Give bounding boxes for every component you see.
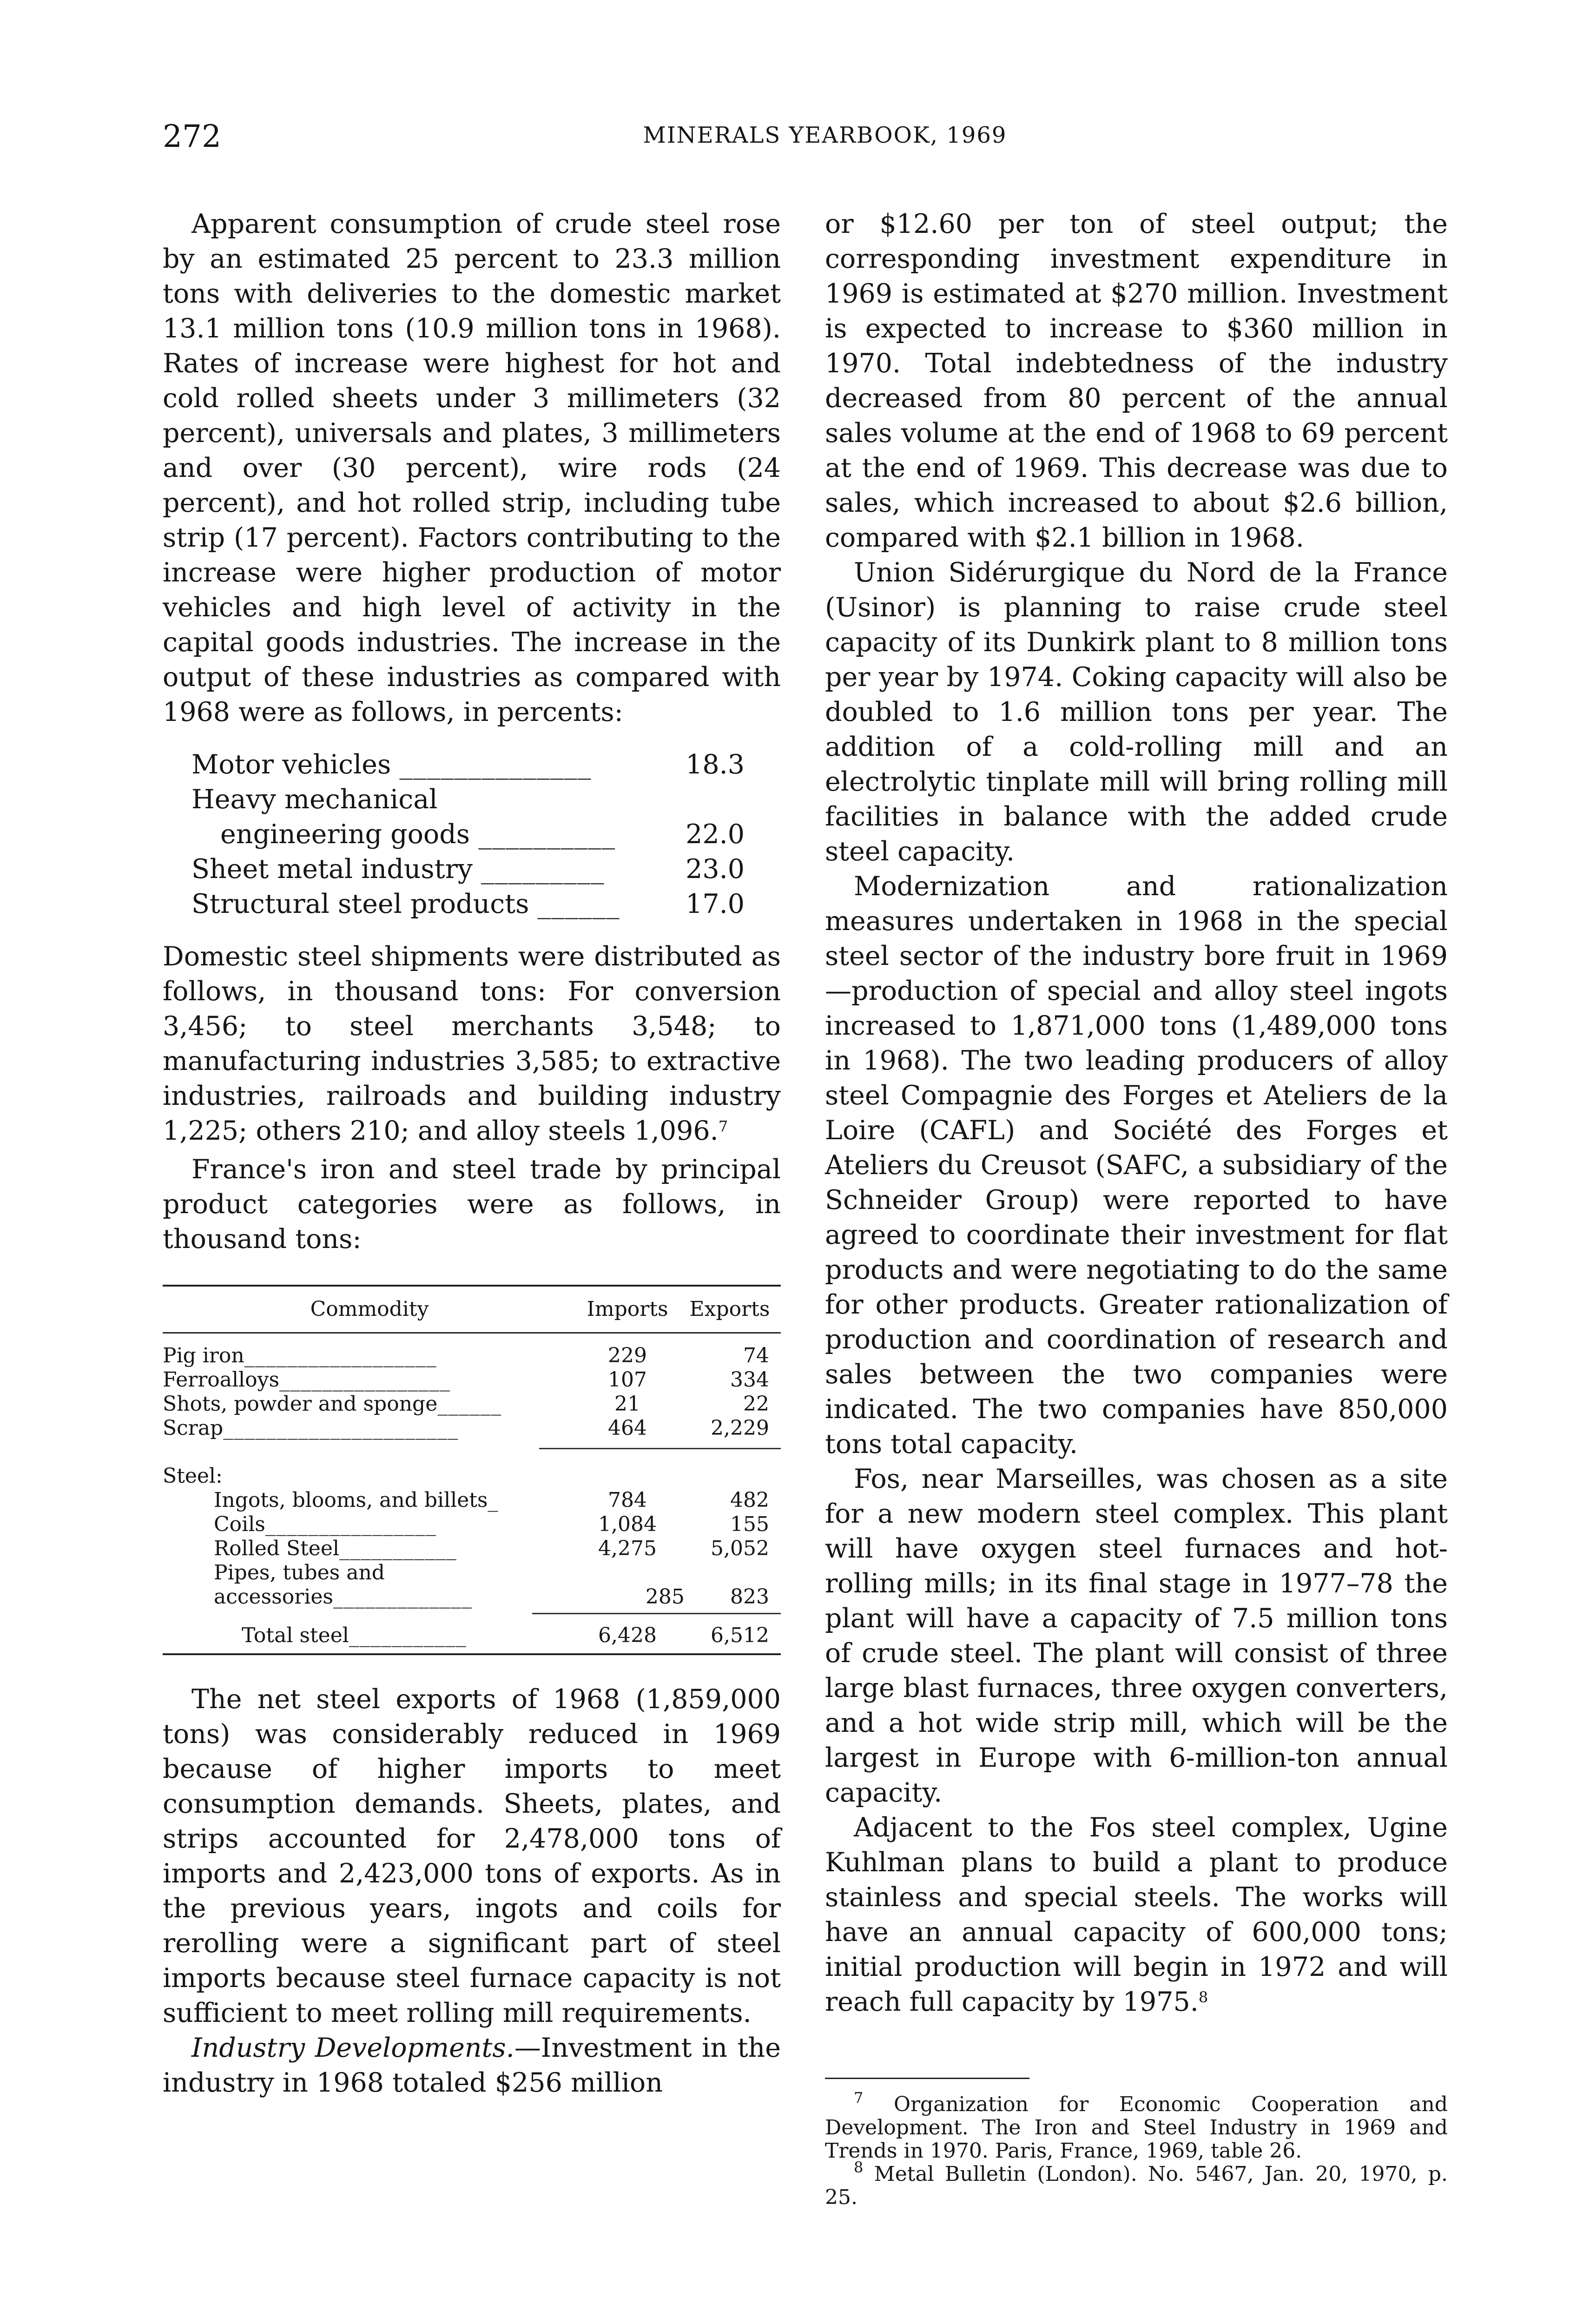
steel-heading: Steel:: [163, 1464, 223, 1488]
list-item-label: Structural steel products: [191, 889, 529, 919]
paragraph-usinor: Union Sidérurgique du Nord de la France (Usinor) is planning to raise crude steel capacity of its Dunkirk plant to 8 million tons per year by 1974. Coking capacity will also be doubled to 1.6 million tons per year. The addition of a cold-rolling mill and an electrolytic tinplate mill will bring rolling mill facilities in balance with the added crude steel capacity.: [825, 557, 1448, 867]
exports-cell: 482: [730, 1488, 769, 1512]
footnote: $^8$ Metal Bulletin (London). No. 5467, Jan. 20, 1970, p. 25.: [825, 2159, 1448, 2209]
table-row: [163, 1537, 781, 1561]
dot-leader: ___________: [339, 1537, 457, 1560]
row-label: Pipes, tubes and accessories: [214, 1561, 385, 1609]
exports-cell: 22: [743, 1392, 769, 1416]
dot-leader: ________________: [279, 1368, 451, 1392]
imports-cell: 21: [614, 1392, 640, 1416]
exports-cell: 2,229: [711, 1416, 769, 1440]
running-title: MINERALS YEARBOOK, 1969: [643, 122, 1007, 148]
list-item: [191, 817, 745, 852]
footnote: $^7$ Organization for Economic Cooperation and Development. The Iron and Steel Industry in 1969 and Trends in 1970. Paris, France, 1969, table 26.: [825, 2089, 1448, 2163]
table-row: [163, 1561, 781, 1609]
left-column: [163, 207, 781, 2100]
row-label: Ferroalloys: [163, 1368, 280, 1392]
footnote-rule: [825, 2078, 1029, 2079]
table-row: [163, 1392, 781, 1416]
row-label: Scrap: [163, 1416, 224, 1440]
table-section-heading: [163, 1464, 781, 1488]
trade-table: [163, 1285, 781, 1655]
paragraph-net-exports: The net steel exports of 1968 (1,859,000 tons) was considerably reduced in 1969 because of higher imports to meet consumption demands. Sheets, plates, and strips accounted for 2,478,000 tons of imports and 2,423,000 tons of exports. As in the previous years, ingots and coils for rerolling were a significant part of steel imports because steel furnace capacity is not sufficient to meet rolling mill requirements.: [163, 1684, 781, 2028]
list-item: [191, 782, 745, 817]
dot-leader: __________: [478, 819, 616, 850]
table-row: [163, 1344, 781, 1368]
paragraph-industry-developments: Industry Developments.—Investment in the industry in 1968 totaled $256 million: [163, 2033, 781, 2098]
row-label: Coils: [214, 1512, 265, 1536]
list-item: [191, 887, 745, 922]
dot-leader: _________: [481, 854, 605, 885]
paragraph-investment: or $12.60 per ton of steel output; the corresponding investment expenditure in 1969 is estimated at $270 million. Investment is expected to increase to $360 million in 1970. Total indebtedness of the industry decreased from 80 percent of the annual sales volume at the end of 1968 to 69 percent at the end of 1969. This decrease was due to sales, which increased to about $2.6 billion, compared with $2.1 billion in 1968.: [825, 209, 1448, 553]
dot-leader: ________________: [265, 1512, 436, 1536]
paragraph-ugine-kuhlman: Adjacent to the Fos steel complex, Ugine Kuhlman plans to build a plant to produce stainless and special steels. The works will have an annual capacity of 600,000 tons; initial production will begin in 1972 and will reach full capacity by 1975.$^8$: [825, 1812, 1448, 2017]
paragraph-apparent-consumption: Apparent consumption of crude steel rose by an estimated 25 percent to 23.3 million tons with deliveries to the domestic market 13.1 million tons (10.9 million tons in 1968). Rates of increase were highest for hot and cold rolled sheets under 3 millimeters (32 percent), universals and plates, 3 millimeters and over (30 percent), wire rods (24 percent), and hot rolled strip, including tube strip (17 percent). Factors contributing to the increase were higher production of motor vehicles and high level of activity in the capital goods industries. The increase in the output of these industries as compared with 1968 were as follows, in percents:: [163, 209, 781, 727]
imports-cell: 107: [608, 1368, 647, 1392]
paragraph-modernization: Modernization and rationalization measures undertaken in 1968 in the special steel sector of the industry bore fruit in 1969—production of special and alloy steel ingots increased to 1,871,000 tons (1,489,000 tons in 1968). The two leading producers of alloy steel Compagnie des Forges et Ateliers de la Loire (CAFL) and Société des Forges et Ateliers du Creusot (SAFC, a subsidiary of the Schneider Group) were reported to have agreed to coordinate their investment for flat products and were negotiating to do the same for other products. Greater rationalization of production and coordination of research and sales between the two companies were indicated. The two companies have 850,000 tons total capacity.: [825, 871, 1448, 1459]
right-column: [825, 207, 1448, 2020]
footnote-mark: 7: [854, 2089, 864, 2106]
footnote-ref: 7: [718, 1117, 728, 1135]
table-row: [163, 1512, 781, 1537]
imports-cell: 464: [608, 1416, 647, 1440]
row-label: Ingots, blooms, and billets: [214, 1488, 488, 1512]
dot-leader: ______: [537, 889, 620, 919]
footnotes: [825, 2078, 1448, 2209]
list-item: [191, 852, 745, 887]
list-item-label: Heavy mechanical: [191, 784, 438, 815]
row-label: Shots, powder and sponge: [163, 1392, 438, 1416]
table-row: [163, 1488, 781, 1512]
imports-cell: 4,275: [598, 1537, 657, 1560]
list-item-value: 17.0: [686, 889, 745, 919]
total-label: Total steel: [242, 1624, 349, 1647]
paragraph-fos: Fos, near Marseilles, was chosen as a site for a new modern steel complex. This plant will have oxygen steel furnaces and hot-rolling mills; in its final stage in 1977–78 the plant will have a capacity of 7.5 million tons of crude steel. The plant will consist of three large blast furnaces, three oxygen converters, and a hot wide strip mill, which will be the largest in Europe with 6-million-ton annual capacity.: [825, 1464, 1448, 1808]
list-item-value: 23.0: [686, 854, 745, 885]
list-item: [191, 747, 745, 782]
row-label: Pig iron: [163, 1344, 244, 1367]
page-number: 272: [163, 119, 221, 154]
paragraph-trade-intro: France's iron and steel trade by principal product categories were as follows, in thousand tons:: [163, 1154, 781, 1254]
column-header-imports: Imports: [587, 1297, 668, 1321]
imports-cell: 1,084: [598, 1512, 657, 1536]
imports-cell: 285: [645, 1585, 685, 1609]
exports-cell: 155: [730, 1512, 769, 1536]
list-item-label: engineering goods: [220, 819, 470, 850]
dot-leader: ______: [437, 1392, 502, 1416]
table-header: [163, 1287, 781, 1334]
imports-cell: 784: [608, 1488, 647, 1512]
table-total-row: [163, 1619, 781, 1648]
footnote-ref: 8: [1198, 1988, 1208, 2006]
list-item-value: 18.3: [686, 749, 745, 780]
exports-cell: 334: [730, 1368, 769, 1392]
section-heading: Industry Developments.: [191, 2033, 514, 2063]
list-item-label: Sheet metal industry: [191, 854, 473, 885]
dot-leader: __________________: [244, 1344, 437, 1367]
dot-leader: ______________: [399, 749, 592, 780]
exports-cell: 5,052: [711, 1537, 769, 1560]
dot-leader: _____________: [333, 1585, 472, 1609]
exports-cell: 823: [730, 1585, 769, 1609]
paragraph-domestic-shipments: Domestic steel shipments were distributed as follows, in thousand tons: For conversion 3,456; to steel merchants 3,548; to manufacturing industries 3,585; to extractive industries, railroads and building industry 1,225; others 210; and alloy steels 1,096.$^7$: [163, 941, 781, 1146]
list-item-value: 22.0: [686, 819, 745, 850]
dot-leader: ______________________: [223, 1416, 459, 1440]
table-row: [163, 1368, 781, 1392]
dot-leader: ___________: [349, 1624, 467, 1647]
column-header-exports: Exports: [689, 1297, 770, 1321]
list-item-label: Motor vehicles: [191, 749, 391, 780]
imports-cell: 229: [608, 1344, 647, 1367]
total-imports: 6,428: [598, 1624, 657, 1647]
table-row: [163, 1416, 781, 1440]
footnote-mark: 8: [854, 2159, 864, 2176]
row-label: Rolled Steel: [214, 1537, 339, 1560]
exports-cell: 74: [743, 1344, 769, 1367]
total-exports: 6,512: [711, 1624, 769, 1647]
column-header-commodity: Commodity: [310, 1297, 429, 1321]
industry-increase-list: [191, 747, 745, 922]
page-header: [163, 119, 1487, 160]
dot-leader: _: [488, 1488, 499, 1512]
